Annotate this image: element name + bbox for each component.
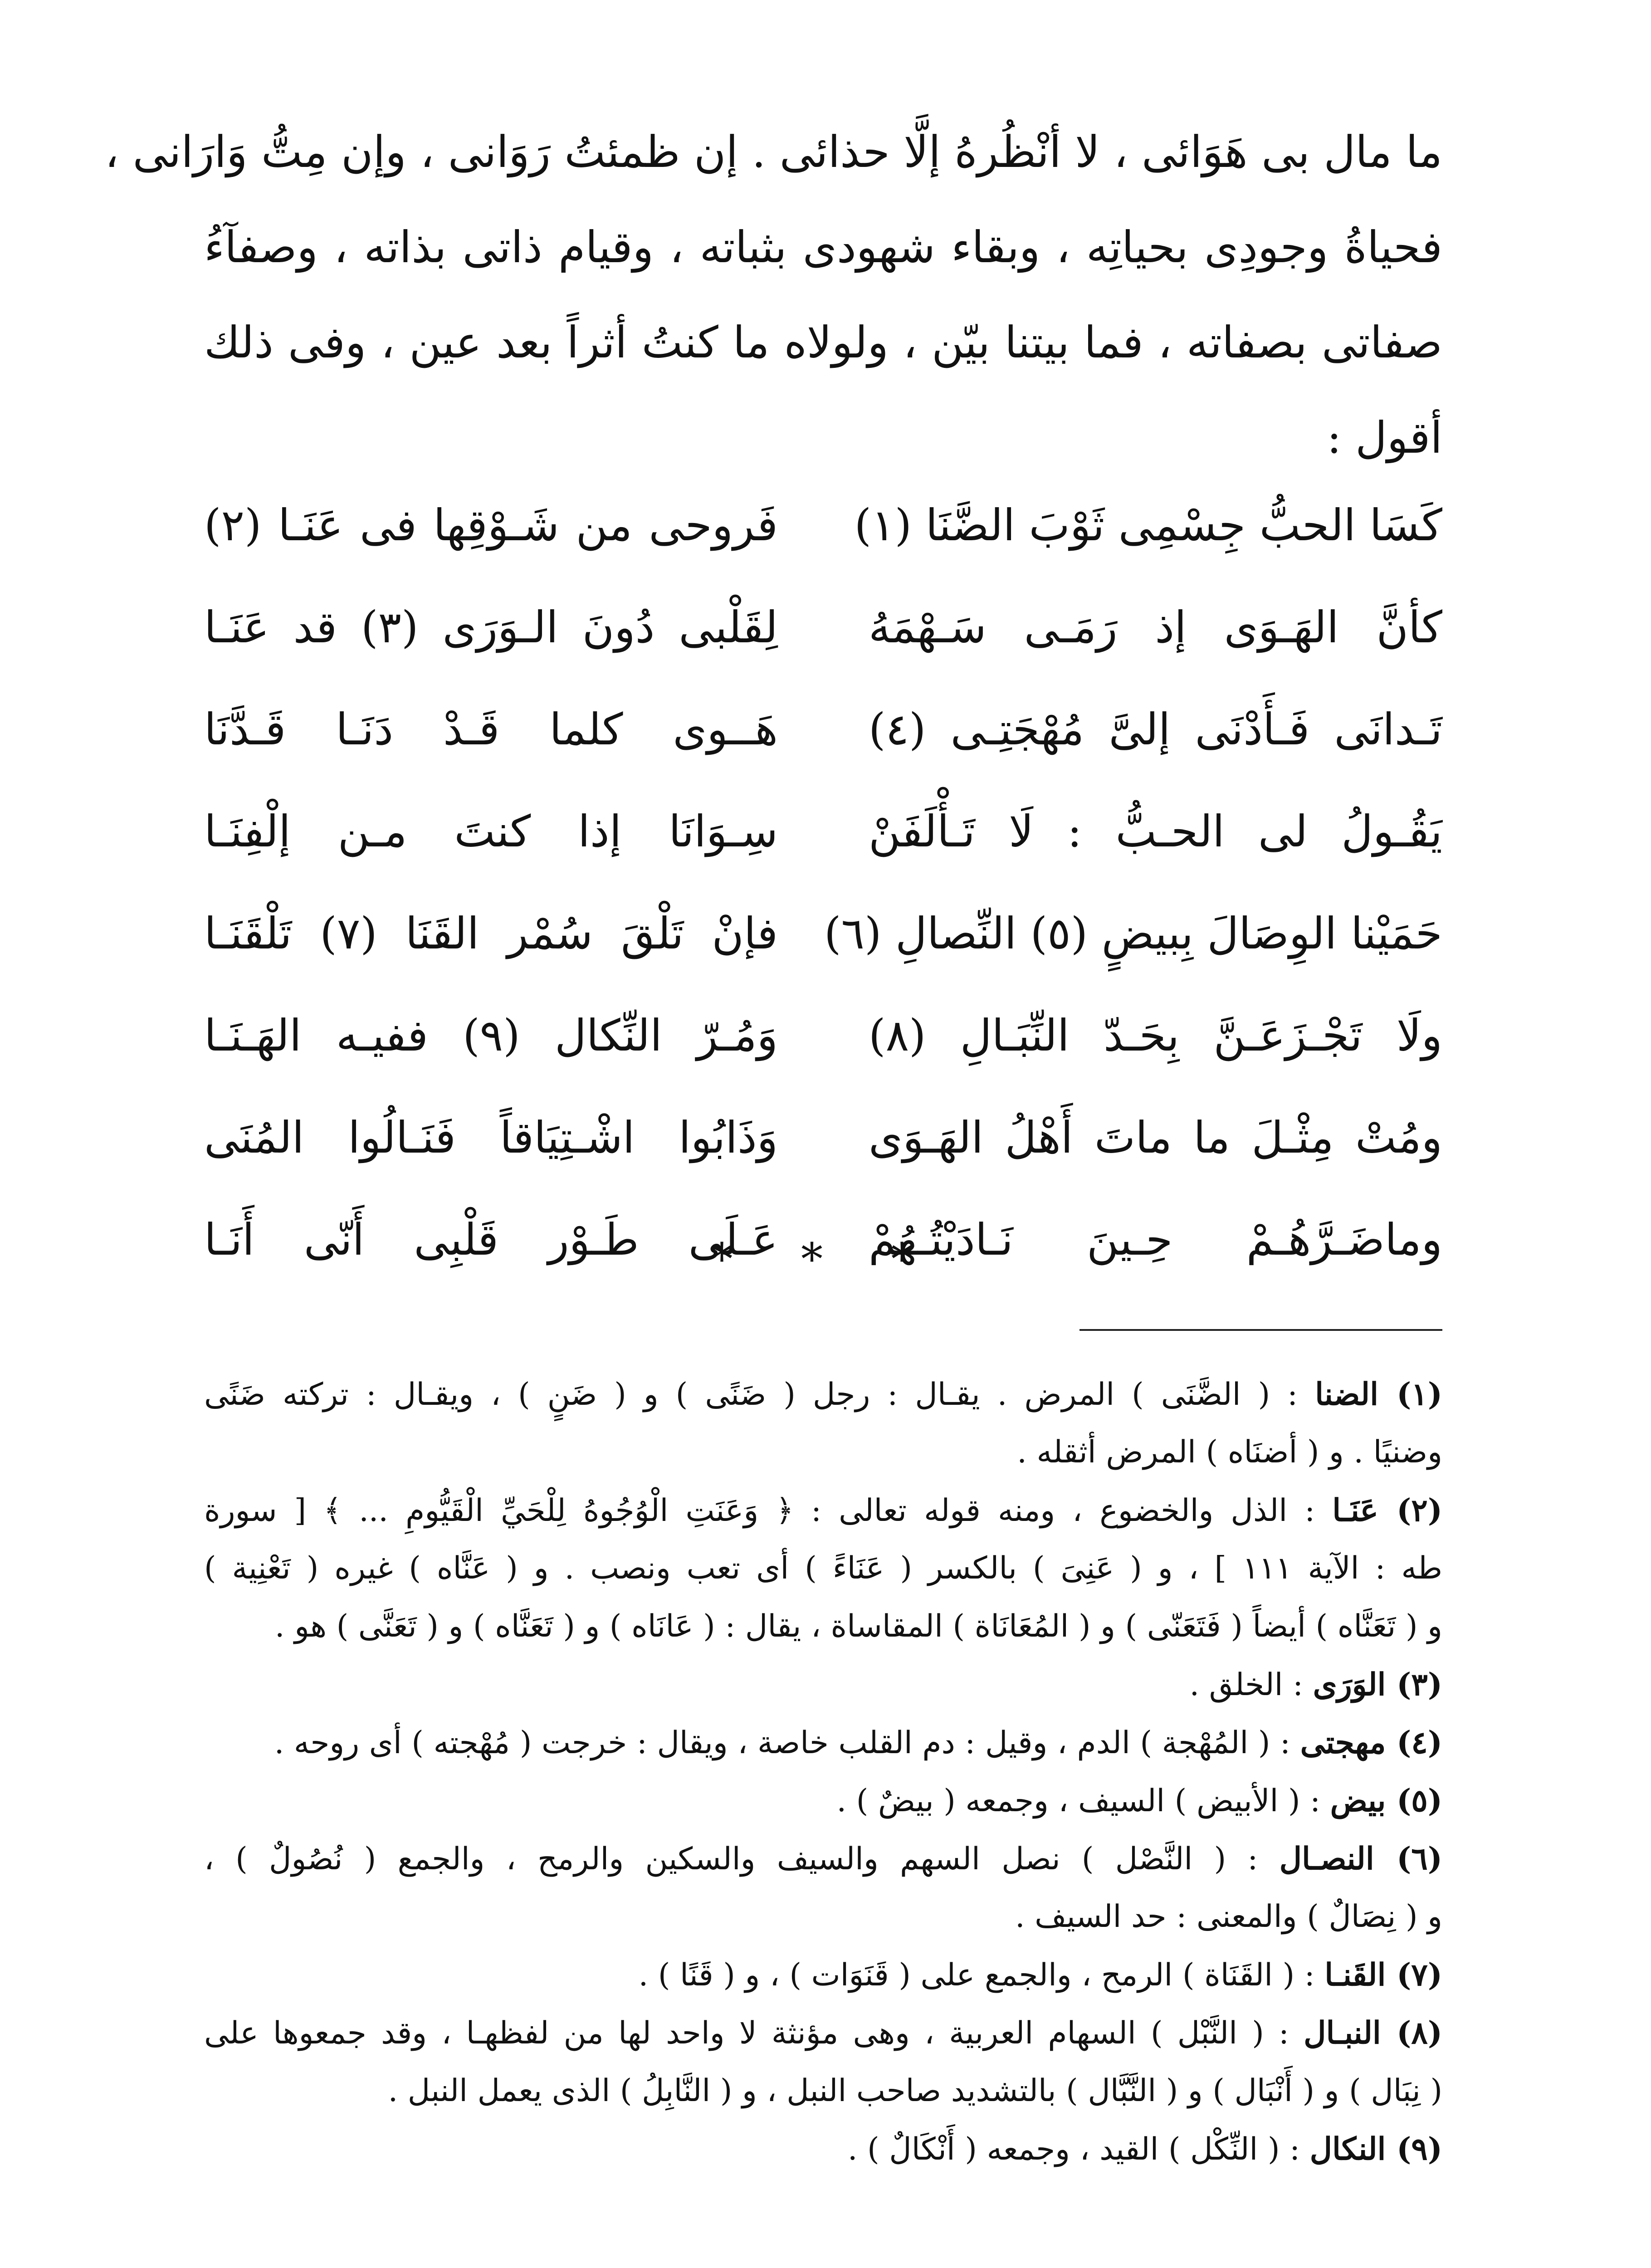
footnote-text: : ( الضَّنَى ) المرض . يقـال : رجل ( ضَنًى ) و ( ضَنٍ ) ، ويقـال : تركته ضَنًى (204, 1377, 1315, 1413)
footnote-term: (٢) عَنَـا (1332, 1492, 1442, 1529)
poem-verse (204, 678, 1442, 780)
footnote-term: (٧) القَنـا (1324, 1957, 1442, 1993)
footnote-text: ( نِبَال ) و ( أَنْبَال ) و ( النَّبَّال ) بالتشديد صاحب النبل ، و ( النَّابِلُ ) الذى يعمل النبل . (388, 2073, 1442, 2109)
verse-first-hemistich: كأنَّ الهَـوَى إذ رَمَـى سَـهْمَهُ (869, 601, 1442, 653)
footnote-line (204, 1946, 1442, 2004)
footnote-term: (٤) مهجتى (1300, 1725, 1442, 1761)
footnote-line (204, 1772, 1442, 1830)
footnote-line (204, 1598, 1442, 1656)
verse-first-hemistich: ولَا تَجْـزَعَـنَّ بِحَـدّ النِّبَـالِ (٨) (869, 1010, 1442, 1061)
prose-line: ما مال بى هَوَائى ، لا أنْظُرهُ إلَّا حذائى . إن ظمئتُ رَوَانى ، وإن مِتُّ وَارَانى ، (105, 127, 1442, 177)
footnote-text: : ( الأبيض ) السيف ، وجمعه ( بيضٌ ) . (836, 1783, 1330, 1819)
verse-first-hemistich: كَسَا الحبُّ جِسْمِى ثَوْبَ الضَّنَا (١) (854, 499, 1442, 551)
poem-verse (204, 780, 1442, 882)
verse-second-hemistich: لِقَلْبى دُونَ الـوَرَى (٣) قد عَنَـا (204, 601, 778, 653)
footnote-line (204, 1830, 1442, 1888)
verse-first-hemistich: وماضَـرَّهُـمْ حِـينَ نَـادَيْتُـهُمْ (869, 1214, 1442, 1265)
poem (204, 474, 1442, 1290)
footnote-line (204, 1423, 1442, 1481)
footnote-line (204, 1365, 1442, 1423)
footnote-term: (١) الضنا (1315, 1376, 1442, 1413)
footnote-text: : ( النِّكْل ) القيد ، وجمعه ( أَنْكَالٌ ) . (847, 2131, 1310, 2167)
verse-second-hemistich: وَمُـرّ النِّكال (٩) ففيـه الهَـنَـا (204, 1010, 778, 1061)
verse-first-hemistich: حَمَيْنا الوِصَالَ بِبيضٍ (٥) النِّصالِ (٦) (824, 908, 1442, 959)
footnote-line (204, 1714, 1442, 1772)
footnote-term: (٩) النكال (1309, 2131, 1442, 2167)
poem-verse (204, 882, 1442, 984)
footnote-line (204, 1888, 1442, 1946)
poem-verse (204, 474, 1442, 576)
footnote-text: و ( تَعَنَّاه ) أيضاً ( فَتَعَنّى ) و ( المُعَانَاة ) المقاساة ، يقال : ( عَانَاه ) و ( تَعَنَّاه ) و ( تَعَنَّى ) هو . (274, 1608, 1442, 1644)
footnote-line (204, 2062, 1442, 2120)
verse-second-hemistich: هَــوى كلما قَـدْ دَنَـا قَـدَّنَا (204, 704, 778, 755)
footnote-text: و ( نِصَالٌ ) والمعنى : حد السيف . (1015, 1899, 1442, 1935)
verse-second-hemistich: عَـلَى طَـوْر قَلْبِى أَنّى أَنَـا (204, 1214, 778, 1265)
footnote-text: : ( المُهْجة ) الدم ، وقيل : دم القلب خاصة ، ويقال : خرجت ( مُهْجته ) أى روحه . (274, 1725, 1300, 1761)
verse-second-hemistich: فإنْ تَلْقَ سُمْر القَنَا (٧) تَلْقَنَـا (204, 908, 778, 959)
footnote-term: (٦) النصـال (1279, 1841, 1443, 1877)
footnote-text: : الخلق . (1189, 1667, 1313, 1703)
footnote-text: : ( القَنَاة ) الرمح ، والجمع على ( قَنَوَات ) ، و ( قَنًا ) . (638, 1957, 1325, 1993)
prose-line: فحياةُ وجودِى بحياتِه ، وبقاء شهودى بثباته ، وقيام ذاتى بذاته ، وصفآءُ (204, 222, 1442, 273)
poem-verse (204, 576, 1442, 678)
section-separator-stars: * * * (711, 1234, 940, 1285)
verse-first-hemistich: تَـدانَى فَـأَدْنَى إلىَّ مُهْجَتِـى (٤) (869, 704, 1442, 755)
footnote-line (204, 1481, 1442, 1540)
prose-line: أقول : (1327, 412, 1442, 463)
prose-paragraph (105, 104, 1443, 485)
footnote-divider (1080, 1329, 1442, 1331)
prose-line: صفاتى بصفاته ، فما بيتنا بيّن ، ولولاه ما كنتُ أثراً بعد عين ، وفى ذلك (204, 317, 1443, 368)
footnote-term: (٥) بيض (1330, 1783, 1442, 1819)
footnote-term: (٣) الوَرَى (1313, 1667, 1442, 1703)
verse-second-hemistich: سِـوَانَا إذا كنتَ مـن إلْفِنَـا (204, 806, 778, 857)
verse-second-hemistich: فَروحى من شَـوْقِها فى عَنَـا (٢) (204, 499, 778, 551)
footnote-term: (٨) النبـال (1304, 2015, 1442, 2051)
footnote-line (204, 2120, 1442, 2178)
footnote-text: : ( النَّبْل ) السهام العربية ، وهى مؤنثة لا واحد لها من لفظهـا ، وقد جمعوها على (204, 2015, 1304, 2051)
poem-verse (204, 984, 1442, 1086)
footnote-line (204, 1540, 1442, 1598)
footnote-text: : الذل والخضوع ، ومنه قوله تعالى : ﴿ وَعَنَتِ الْوُجُوهُ لِلْحَيِّ الْقَيُّومِ ... ﴾ [ سورة (204, 1493, 1333, 1529)
verse-first-hemistich: يَقُـولُ لى الحـبُّ : لَا تَـأْلَفَنْ (869, 806, 1442, 857)
footnote-line (204, 2004, 1442, 2062)
footnote-text: : ( النَّصْل ) نصل السهم والسيف والسكين والرمح ، والجمع ( نُصُولٌ ) ، (204, 1841, 1280, 1877)
poem-verse (204, 1086, 1442, 1188)
footnotes (204, 1365, 1442, 2178)
verse-first-hemistich: ومُتْ مِثْـلَ ما ماتَ أَهْلُ الهَـوَى (869, 1112, 1442, 1163)
footnote-line (204, 1656, 1442, 1714)
verse-second-hemistich: وَذَابُوا اشْـتِيَاقاً فَنَـالُوا المُنَى (204, 1112, 778, 1163)
footnote-text: وضنيًا . و ( أضنَاه ) المرض أثقله . (1017, 1434, 1442, 1470)
footnote-text: طه : الآية ١١١ ] ، و ( عَنِىَ ) بالكسر ( عَنَاءً ) أى تعب ونصب . و ( عَنَّاه ) غيره ( تَعْنِية ) (204, 1550, 1442, 1586)
